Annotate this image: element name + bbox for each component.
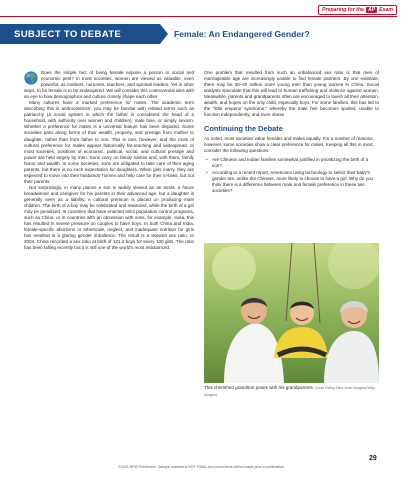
left-paragraph-3: Not surprisingly, in many places a son is widely viewed as an asset, a future breadwinner and caregiver for his parents in their advanced age, but a daughter is generally seen as a liability. A cultural premium is placed on producing male children. The birth of a boy may be celebrated and rewarded, while the birth of a girl may be penalized. In countries that have enacted strict population control programs, such as China, or in countries with an obsession with sons, for example, India, this has resulted in severe pressure on couples to have boys. In both China and India, female-specific abortions or infanticide, neglect, and inadequate nutrition for girls has resulted in a glaring gender imbalance. The result is a skewed sex ratio. In 2004, China recorded a sex ratio at birth of 121.2 boys for every 100 girls. The ratio has been falling recently but it is still one of the world's most imbalanced.	[24, 184, 194, 251]
left-paragraph-1: Does the simple fact of being female expose a person to social and economic peril? In most societies, women are viewed as valuable, even powerful, as mothers, nurturers, teachers, and spiritual leaders. Yet in other ways, to be female is to be endangered. We will consider this controversial idea with an eye to how demographics and culture closely shape each other.	[24, 70, 194, 100]
bullet-icon: •	[206, 156, 208, 162]
section-tag: SUBJECT TO DEBATE	[0, 24, 160, 44]
page-number: 29	[369, 455, 377, 462]
globe-icon	[24, 71, 38, 85]
header-rule	[0, 16, 397, 17]
left-paragraph-2: Many cultures have a marked preference for males. The academic term describing this is androcentrism: you may be familiar with related terms such as patriarchy (a social system in which the father is considered the head of a household, with authority over women and children), male bias, or simply sexism. Whether a preference for males is a universal feature has been disputed. Some societies pass along forms of their wealth, property, and prestige from mother to daughter, rather than from father to son. This is rare, however, and the roots of cultural preference for males appear historically far-reaching and widespread. In most societies, positions of economic, political, social, and cultural prestige and power are held largely by men. Sons carry on family names and, with them, family honor and wealth. In some societies, sons are obligated to take care of their aging parents, but there is no such expectation for daughters. When girls marry, they are expected to move into their husbands' homes and help care for their in-laws, but not their parents.	[24, 100, 194, 184]
grandparents-photo	[204, 243, 379, 383]
right-paragraph-1: One problem that resulted from such an unbalanced sex ratio is that men of marriageable age are increasingly unable to find female partners. By one estimate, there may be 30–40 million more young men than young women in China. Social analysts speculate that this will lead to human trafficking and violence against women. Meanwhile, parents and grandparents often are encouraged to lavish all their attention, wealth, and hopes on the only child, especially boys. For some families, this has led to the "little emperor syndrome," whereby the male heir becomes spoiled, unable to function independently, and even obese.	[204, 70, 379, 118]
bullet-icon: •	[206, 169, 208, 175]
exam-prep-badge	[318, 5, 397, 15]
question-text: According to a recent report, Americans using technology to select their baby's gender are, unlike the Chinese, more likely to choose to have a girl. Why do you think there is a difference between male and female preference in these two societies?	[212, 169, 373, 193]
photo-credit: (Liuis Ostey/ Blue Jean Images/Getty Images)	[204, 386, 375, 397]
photo-caption	[204, 385, 379, 398]
feature-title: Female: An Endangered Gender?	[174, 29, 310, 39]
section-tag-arrow	[160, 24, 168, 44]
list-item	[204, 170, 379, 194]
footer-notice: ©2021 BFW Publishers. Sample material is NOT FINAL and corrections will be made prior to publication.	[118, 465, 285, 469]
right-column	[204, 70, 379, 195]
feature-header	[0, 24, 403, 44]
caption-text: This cherished grandson poses with his grandparents.	[204, 385, 315, 390]
question-text: Are Chinese and Indian families somewhat justified in prioritizing the birth of a son?	[212, 156, 369, 168]
left-column	[24, 70, 194, 251]
photo-illustration	[204, 243, 379, 383]
exam-prep-label: Preparing for the	[322, 6, 364, 13]
exam-label: Exam	[379, 6, 393, 13]
continuing-debate-intro: As noted, most societies value females and males equally. For a number of reasons, however, some societies show a clear preference for males. Keeping all this in mind, consider the following questions:	[204, 136, 374, 154]
continuing-debate-heading: Continuing the Debate	[204, 124, 283, 134]
list-item	[204, 157, 379, 169]
question-list	[204, 157, 379, 194]
ap-label: AP	[367, 6, 376, 13]
exam-prep-tab	[318, 4, 397, 15]
